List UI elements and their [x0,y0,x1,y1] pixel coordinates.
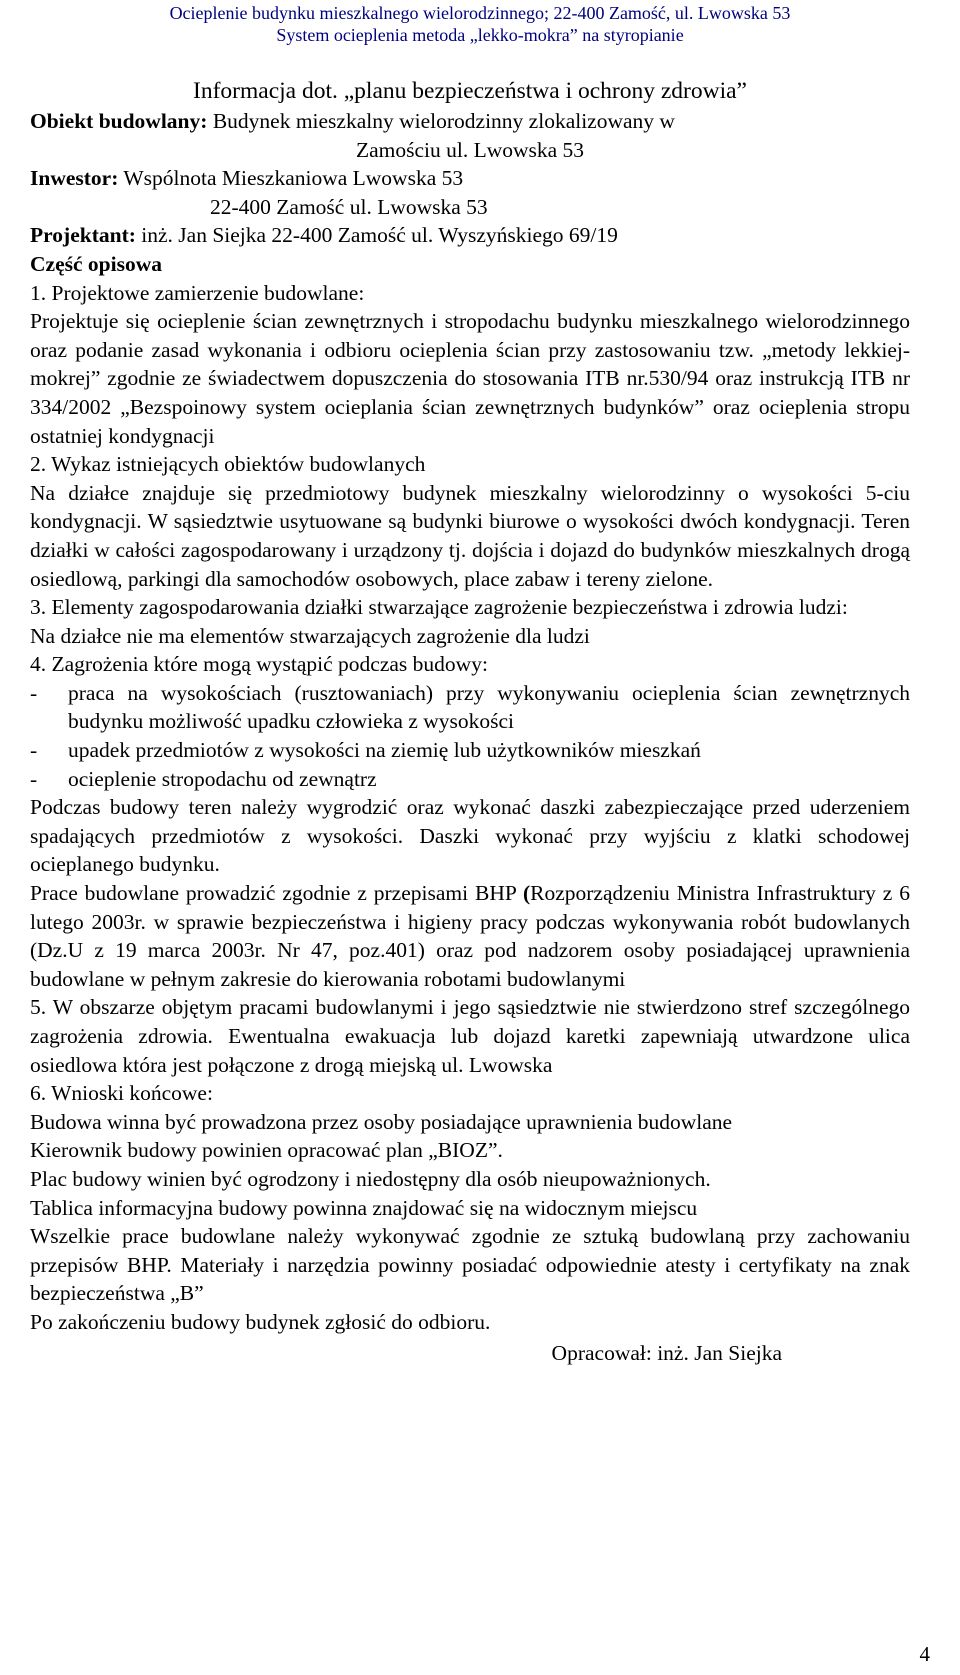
inwestor-line [30,164,910,193]
section-4-heading: 4. Zagrożenia które mogą wystąpić podczas budowy: [30,652,488,677]
hazard-item [30,679,910,736]
hazard-item-text: ocieplenie stropodachu od zewnątrz [68,766,377,791]
inwestor-label: Inwestor: [30,166,119,191]
section-3-heading: 3. Elementy zagospodarowania działki stwarzające zagrożenie bezpieczeństwa i zdrowia ludzi: [30,595,848,620]
czesc-opisowa-heading: Część opisowa [30,251,162,276]
section-3-text: Na działce nie ma elementów stwarzających zagrożenie dla ludzi [30,623,590,648]
obiekt-line [30,107,910,136]
section-6-heading: 6. Wnioski końcowe: [30,1081,213,1106]
bhp-regulation: Rozporządzeniu Ministra Infrastruktury z 6 lutego 2003r. w sprawie bezpieczeństwa i higieny pracy podczas wykonywania robót budowlanych (Dz.U z 19 marca 2003r. Nr 47, poz.401) oraz pod nadzorem osoby posiadającej uprawnienia budowlane w pełnym zakresie do kierowania robotami budowlanymi [30,881,910,991]
section-4-text-2 [30,879,910,993]
inwestor-value: Wspólnota Mieszkaniowa Lwowska 53 [123,166,464,191]
obiekt-value-2: Zamościu ul. Lwowska 53 [355,137,585,162]
section-4-text-1: Podczas budowy teren należy wygrodzić oraz wykonać daszki zabezpieczające przed uderzeniem spadających przedmiotów z wysokości. Daszki wykonać przy wyjściu z klatki schodowej ocieplanego budynku. [30,795,910,877]
conclusion-line: Tablica informacyjna budowy powinna znajdować się na widocznym miejscu [30,1195,698,1220]
document-body [30,75,910,1367]
hazard-item-text: praca na wysokościach (rusztowaniach) przy wykonywaniu ocieplenia ścian zewnętrznych budynku możliwość upadku człowieka z wysokości [68,680,910,734]
projektant-value: inż. Jan Siejka 22-400 Zamość ul. Wyszyńskiego 69/19 [141,223,618,248]
section-6-text: Wszelkie prace budowlane należy wykonywać zgodnie ze sztuką budowlaną przy zachowaniu przepisów BHP. Materiały i narzędzia powinny posiadać odpowiednie atesty i certyfikaty na znak bezpieczeństwa „B” [30,1224,910,1306]
section-5-text: 5. W obszarze objętym pracami budowlanymi i jego sąsiedztwie nie stwierdzono stref szczególnego zagrożenia zdrowia. Ewentualna ewakuacja lub dojazd karetki zapewniają utwardzone ulica osiedlowa która jest połączone z drogą miejską ul. Lwowska [30,995,910,1077]
section-1-heading: 1. Projektowe zamierzenie budowlane: [30,280,365,305]
header-line-2: System ocieplenia metoda „lekko-mokra” na styropianie [276,25,684,45]
page-header [0,2,960,46]
section-2-heading: 2. Wykaz istniejących obiektów budowlanych [30,452,426,477]
dash-bullet: - [30,680,38,705]
hazard-item-text: upadek przedmiotów z wysokości na ziemię lub użytkowników mieszkań [68,738,701,763]
hazard-item [30,765,910,794]
bhp-intro: Prace budowlane prowadzić zgodnie z przepisami BHP [30,881,523,906]
dash-bullet: - [30,766,38,791]
section-2-text: Na działce znajduje się przedmiotowy budynek mieszkalny wielorodzinny o wysokości 5-ciu kondygnacji. W sąsiedztwie usytuowane są budynki biurowe o wysokości dwóch kondygnacji. Teren działki w całości zagospodarowany i urządzony tj. dojścia i dojazd do budynków mieszkalnych drogą osiedlową, parkingi dla samochodów osobowych, place zabaw i tereny zielone. [30,480,910,591]
projektant-label: Projektant: [30,223,136,248]
dash-bullet: - [30,738,38,763]
conclusion-line: Kierownik budowy powinien opracować plan „BIOZ”. [30,1138,503,1163]
conclusion-line: Plac budowy winien być ogrodzony i niedostępny dla osób nieupoważnionych. [30,1166,711,1191]
page-number: 4 [919,1642,930,1666]
projektant-line [30,221,910,250]
signature: Opracował: inż. Jan Siejka [551,1340,782,1365]
document-title: Informacja dot. „planu bezpieczeństwa i ochrony zdrowia” [193,78,747,104]
obiekt-value: Budynek mieszkalny wielorodzinny zlokalizowany w [212,109,675,133]
section-1-text: Projektuje się ocieplenie ścian zewnętrznych i stropodachu budynku mieszkalnego wielorodzinnego oraz podanie zasad wykonania i odbioru ocieplenia ścian przy zastosowaniu tzw. „metody lekkiej-mokrej” zgodnie ze świadectwem dopuszczenia do stosowania ITB nr.530/94 oraz instrukcją ITB nr 334/2002 „Bezspoinowy system ocieplania ścian zewnętrznych budynków” oraz ocieplenia stropu ostatniej kondygnacji [30,309,910,448]
inwestor-value-2: 22-400 Zamość ul. Lwowska 53 [210,194,488,219]
hazard-item [30,736,910,765]
obiekt-label: Obiekt budowlany: [30,109,208,133]
bold-paren: ( [522,881,531,906]
conclusion-line: Budowa winna być prowadzona przez osoby posiadające uprawnienia budowlane [30,1109,733,1134]
section-6-last: Po zakończeniu budowy budynek zgłosić do odbioru. [30,1309,491,1334]
header-line-1: Ocieplenie budynku mieszkalnego wielorodzinnego; 22-400 Zamość, ul. Lwowska 53 [169,3,791,23]
